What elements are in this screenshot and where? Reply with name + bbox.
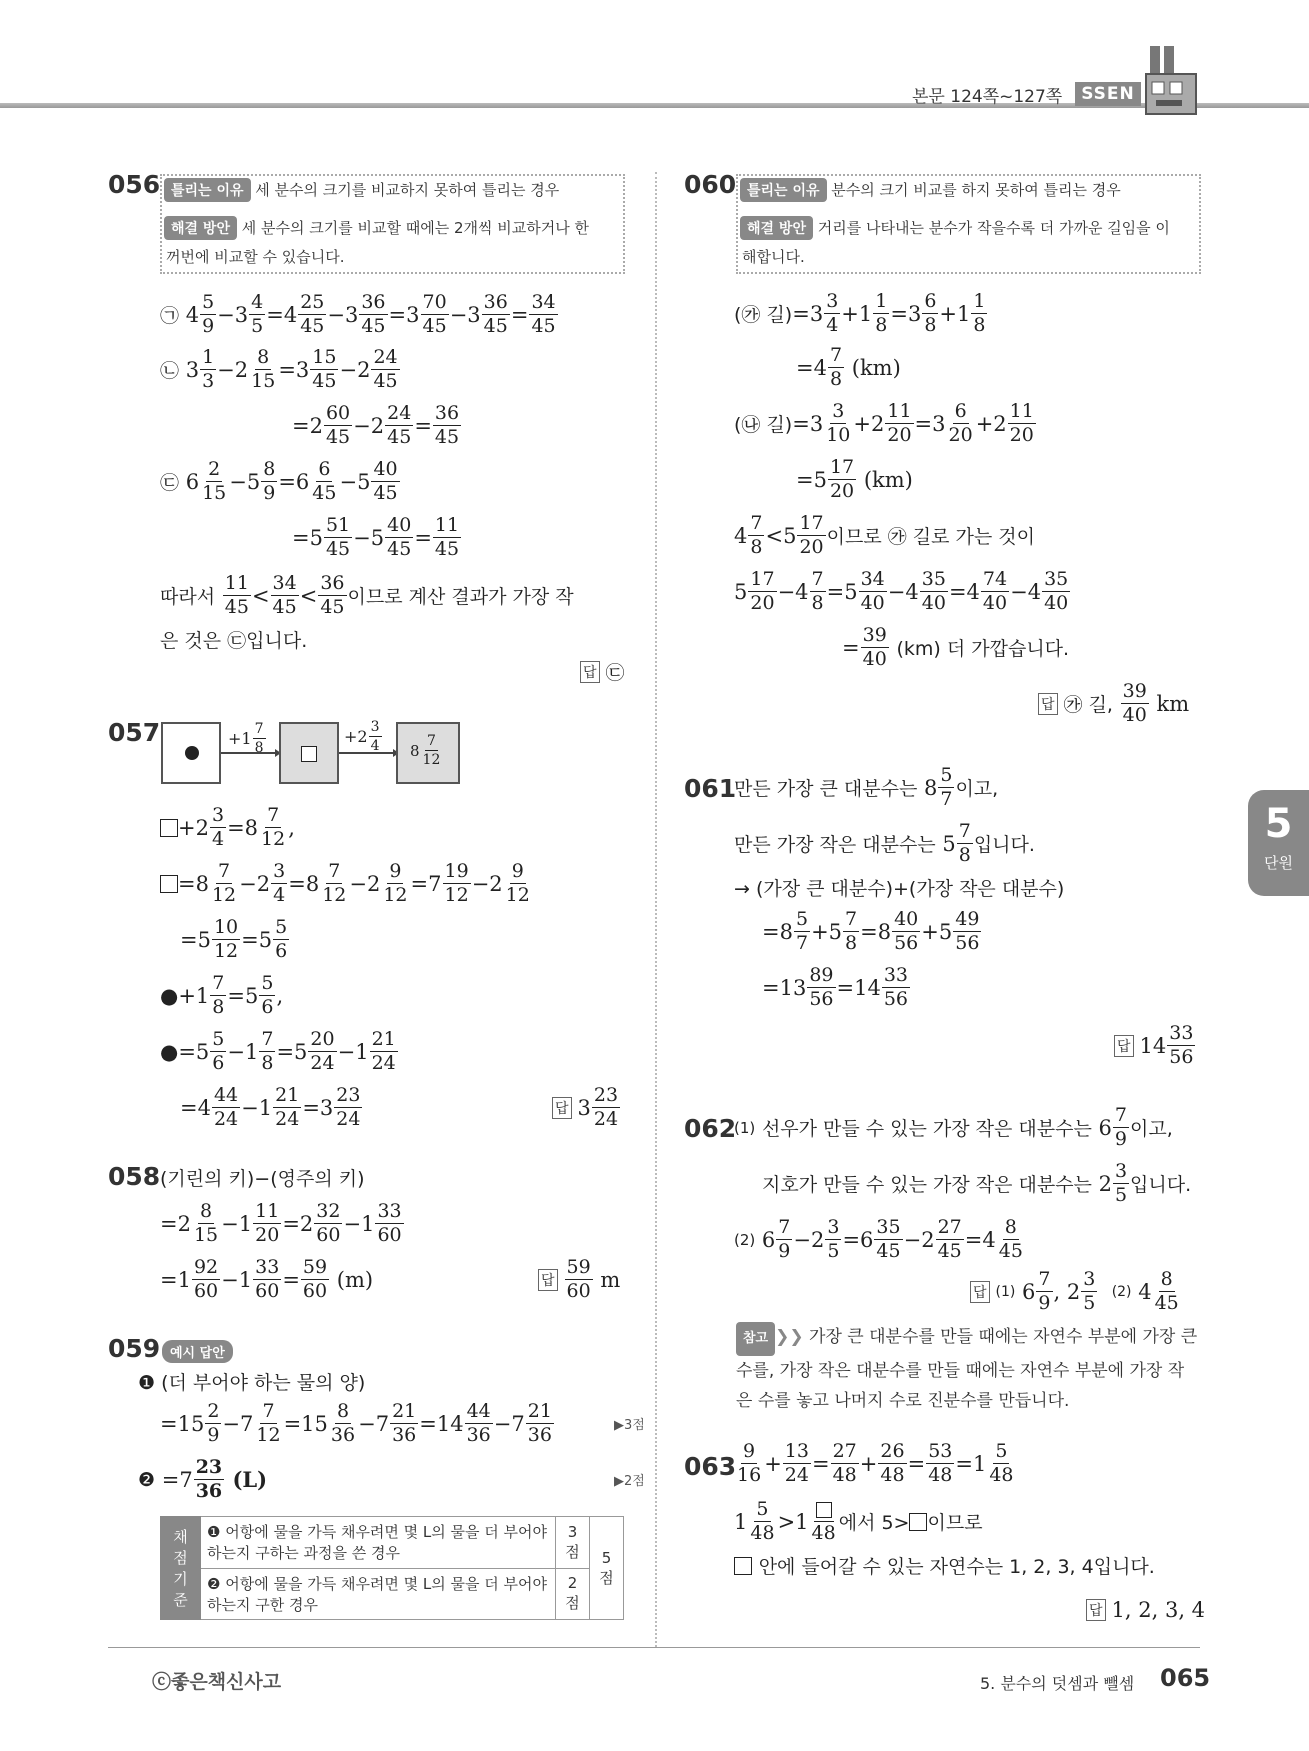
reference-badge: 참고 bbox=[736, 1322, 775, 1356]
scoring-table bbox=[160, 1516, 624, 1620]
solution-text-2: 꺼번에 비교할 수 있습니다. bbox=[166, 248, 345, 266]
equation-line: 9 16 + 13 24 = 27 48 + 26 48 = 53 48 =1 5 48 bbox=[737, 1440, 1014, 1486]
example-answer-tag: 예시 답안 bbox=[162, 1338, 233, 1363]
equation-line: ㉢ 6 2 15 −5 8 9 =6 6 45 −5 40 45 bbox=[160, 458, 398, 504]
equation-line: =8 7 12 −2 3 4 =8 7 12 −2 9 12 =7 19 12 −2 9 12 bbox=[160, 862, 533, 905]
equation-line: =4 7 8 (km) bbox=[796, 344, 901, 390]
problem-number: 058 bbox=[108, 1162, 161, 1191]
answer: 답 14 33 56 bbox=[1114, 1024, 1196, 1067]
solution-text: 거리를 나타내는 분수가 작을수록 더 가까운 길임을 이 bbox=[817, 219, 1170, 237]
answer: 답 ㉢ bbox=[580, 658, 625, 685]
note-box bbox=[736, 174, 1201, 274]
flow-label: +2 3 4 bbox=[344, 719, 380, 754]
equation-line: → (가장 큰 대분수)+(가장 작은 대분수) bbox=[734, 878, 1065, 900]
equation-line: 5 17 20 −4 7 8 =5 34 40 −4 35 40 =4 74 40 −4 35 40 bbox=[734, 568, 1069, 614]
dot-icon bbox=[185, 746, 199, 760]
points-1: ▶3점 bbox=[614, 1418, 645, 1433]
answer: 답 ㉮ 길, 39 40 km bbox=[1038, 682, 1189, 725]
unit-number: 5 bbox=[1264, 801, 1293, 847]
footer-rule bbox=[108, 1647, 1200, 1648]
note-box bbox=[160, 174, 625, 274]
equation-line: (㉮ 길) =3 3 4 +1 1 8 =3 6 8 +1 1 8 bbox=[734, 290, 986, 336]
equation-line: +2 3 4 =8 7 12 , bbox=[160, 806, 295, 849]
answer: 답 1, 2, 3, 4 bbox=[1086, 1598, 1205, 1622]
brand-logo: SSEN bbox=[1075, 82, 1141, 106]
problem-number: 062 bbox=[684, 1114, 737, 1143]
equation-line: ㉠ 4 5 9 −3 4 5 =4 25 45 −3 36 45 =3 70 45 −3 36 45 = 34 45 bbox=[160, 291, 556, 337]
equation-line: =2 8 15 −1 11 20 =2 32 60 −1 33 60 bbox=[160, 1200, 402, 1246]
equation-line: =4 44 24 −1 21 24 =3 23 24 bbox=[180, 1084, 361, 1130]
problem-number: 061 bbox=[684, 774, 737, 803]
flow-box-square bbox=[279, 722, 339, 784]
unit-tab bbox=[1248, 790, 1309, 896]
equation-line: =5 51 45 −5 40 45 = 11 45 bbox=[292, 514, 460, 560]
conclusion: 따라서 11 45 < 34 45 < 36 45 이므로 계산 결과가 가장 작 bbox=[160, 572, 574, 618]
equation-line: =15 2 9 −7 7 12 =15 8 36 −7 21 36 =14 44 36 −7 21 36 bbox=[160, 1400, 552, 1446]
wrong-reason-badge: 틀리는 이유 bbox=[164, 178, 251, 202]
equation-line: (2) 6 7 9 −2 3 5 =6 35 45 −2 27 45 =4 8 45 bbox=[734, 1216, 1023, 1262]
page-range: 본문 124쪽~127쪽 bbox=[912, 87, 1063, 107]
equation-line: (기린의 키)−(영주의 키) bbox=[160, 1168, 365, 1190]
equation-line: 만든 가장 작은 대분수는 5 7 8 입니다. bbox=[734, 820, 1035, 866]
answer: 답 3 23 24 bbox=[552, 1086, 621, 1129]
criterion-1-points: 3점 bbox=[556, 1517, 590, 1569]
step-1: ❶ (더 부어야 하는 물의 양) bbox=[138, 1372, 366, 1394]
solution-badge: 해결 방안 bbox=[740, 216, 813, 240]
criterion-2-points: 2점 bbox=[556, 1568, 590, 1620]
equation-line: =2 60 45 −2 24 45 = 36 45 bbox=[292, 402, 460, 448]
equation-line: (㉯ 길) =3 3 10 +2 11 20 =3 6 20 +2 11 20 bbox=[734, 400, 1034, 446]
equation-line: (1) 선우가 만들 수 있는 가장 작은 대분수는 6 7 9 이고, bbox=[734, 1104, 1173, 1150]
equation-line: 만든 가장 큰 대분수는 8 5 7 이고, bbox=[734, 764, 999, 810]
equation-line: 지호가 만들 수 있는 가장 작은 대분수는 2 3 5 입니다. bbox=[762, 1160, 1192, 1206]
equation-line: =8 5 7 +5 7 8 =8 40 56 +5 49 56 bbox=[762, 908, 980, 954]
page-number: 065 bbox=[1160, 1664, 1211, 1692]
unit-label: 단원 bbox=[1264, 854, 1293, 872]
step-2: ❷ =7 23 36 (L) bbox=[138, 1456, 268, 1502]
wrong-reason-text: 세 분수의 크기를 비교하지 못하여 틀리는 경우 bbox=[255, 181, 560, 199]
problem-number: 056 bbox=[108, 170, 161, 199]
solution-badge: 해결 방안 bbox=[164, 216, 237, 240]
equation-line: 1 5 48 >1 48 에서 5> 이므로 bbox=[734, 1498, 983, 1544]
wrong-reason-badge: 틀리는 이유 bbox=[740, 178, 827, 202]
total-points: 5점 bbox=[590, 1517, 624, 1620]
mascot-icon bbox=[1138, 38, 1218, 118]
equation-line: 4 7 8 <5 17 20 이므로 ㉮ 길로 가는 것이 bbox=[734, 512, 1035, 558]
problem-number: 060 bbox=[684, 170, 737, 199]
solution-text-2: 해합니다. bbox=[742, 248, 805, 266]
answer: 답 59 60 m bbox=[538, 1258, 620, 1301]
publisher: ⓒ좋은책신사고 bbox=[152, 1671, 282, 1693]
scoring-header: 채점 기준 bbox=[161, 1517, 201, 1620]
conclusion-2: 은 것은 ㉢입니다. bbox=[160, 630, 308, 652]
flow-box-dot bbox=[161, 722, 221, 784]
criterion-1: ❶ 어항에 물을 가득 채우려면 몇 L의 물을 더 부어야 하는지 구하는 과정을 쓴 경우 bbox=[201, 1517, 556, 1569]
column-separator bbox=[655, 172, 657, 1647]
equation-line: ●=5 5 6 −1 7 8 =5 20 24 −1 21 24 bbox=[160, 1028, 396, 1074]
square-icon bbox=[301, 746, 317, 762]
points-2: ▶2점 bbox=[614, 1474, 645, 1489]
problem-number: 059 bbox=[108, 1334, 161, 1363]
equation-line: = 39 40 (km) 더 가깝습니다. bbox=[842, 624, 1070, 670]
equation-line: =1 92 60 −1 33 60 = 59 60 (m) bbox=[160, 1256, 374, 1302]
equation-line: =5 17 20 (km) bbox=[796, 456, 913, 502]
problem-number: 063 bbox=[684, 1452, 737, 1481]
equation-line: ●+1 7 8 =5 5 6 , bbox=[160, 972, 284, 1018]
wrong-reason-text: 분수의 크기 비교를 하지 못하여 틀리는 경우 bbox=[831, 181, 1121, 199]
chapter-title: 5. 분수의 덧셈과 뺄셈 bbox=[980, 1674, 1135, 1693]
reference-note: 참고 ❯❯ 가장 큰 대분수를 만들 때에는 자연수 부분에 가장 큰 수를, 가장 작은 대분수를 만들 때에는 자연수 부분에 가장 작 은 수를 놓고 나머지 수로 진분수를 만듭니다. bbox=[736, 1322, 1202, 1416]
equation-line: ㉡ 3 1 3 −2 8 15 =3 15 45 −2 24 45 bbox=[160, 346, 398, 392]
answer: 답 (1) 6 7 9 , 2 3 5 (2) 4 8 45 bbox=[970, 1270, 1182, 1313]
criterion-2: ❷ 어항에 물을 가득 채우려면 몇 L의 물을 더 부어야 하는지 구한 경우 bbox=[201, 1568, 556, 1620]
problem-number: 057 bbox=[108, 718, 161, 747]
flow-label: +1 7 8 bbox=[228, 721, 264, 756]
flow-box-result: 8 7 12 bbox=[396, 722, 460, 784]
equation-line: =5 10 12 =5 5 6 bbox=[180, 916, 288, 962]
equation-line: =13 89 56 =14 33 56 bbox=[762, 964, 909, 1010]
solution-text: 세 분수의 크기를 비교할 때에는 2개씩 비교하거나 한 bbox=[241, 219, 589, 237]
equation-line: 안에 들어갈 수 있는 자연수는 1, 2, 3, 4입니다. bbox=[734, 1552, 1155, 1579]
